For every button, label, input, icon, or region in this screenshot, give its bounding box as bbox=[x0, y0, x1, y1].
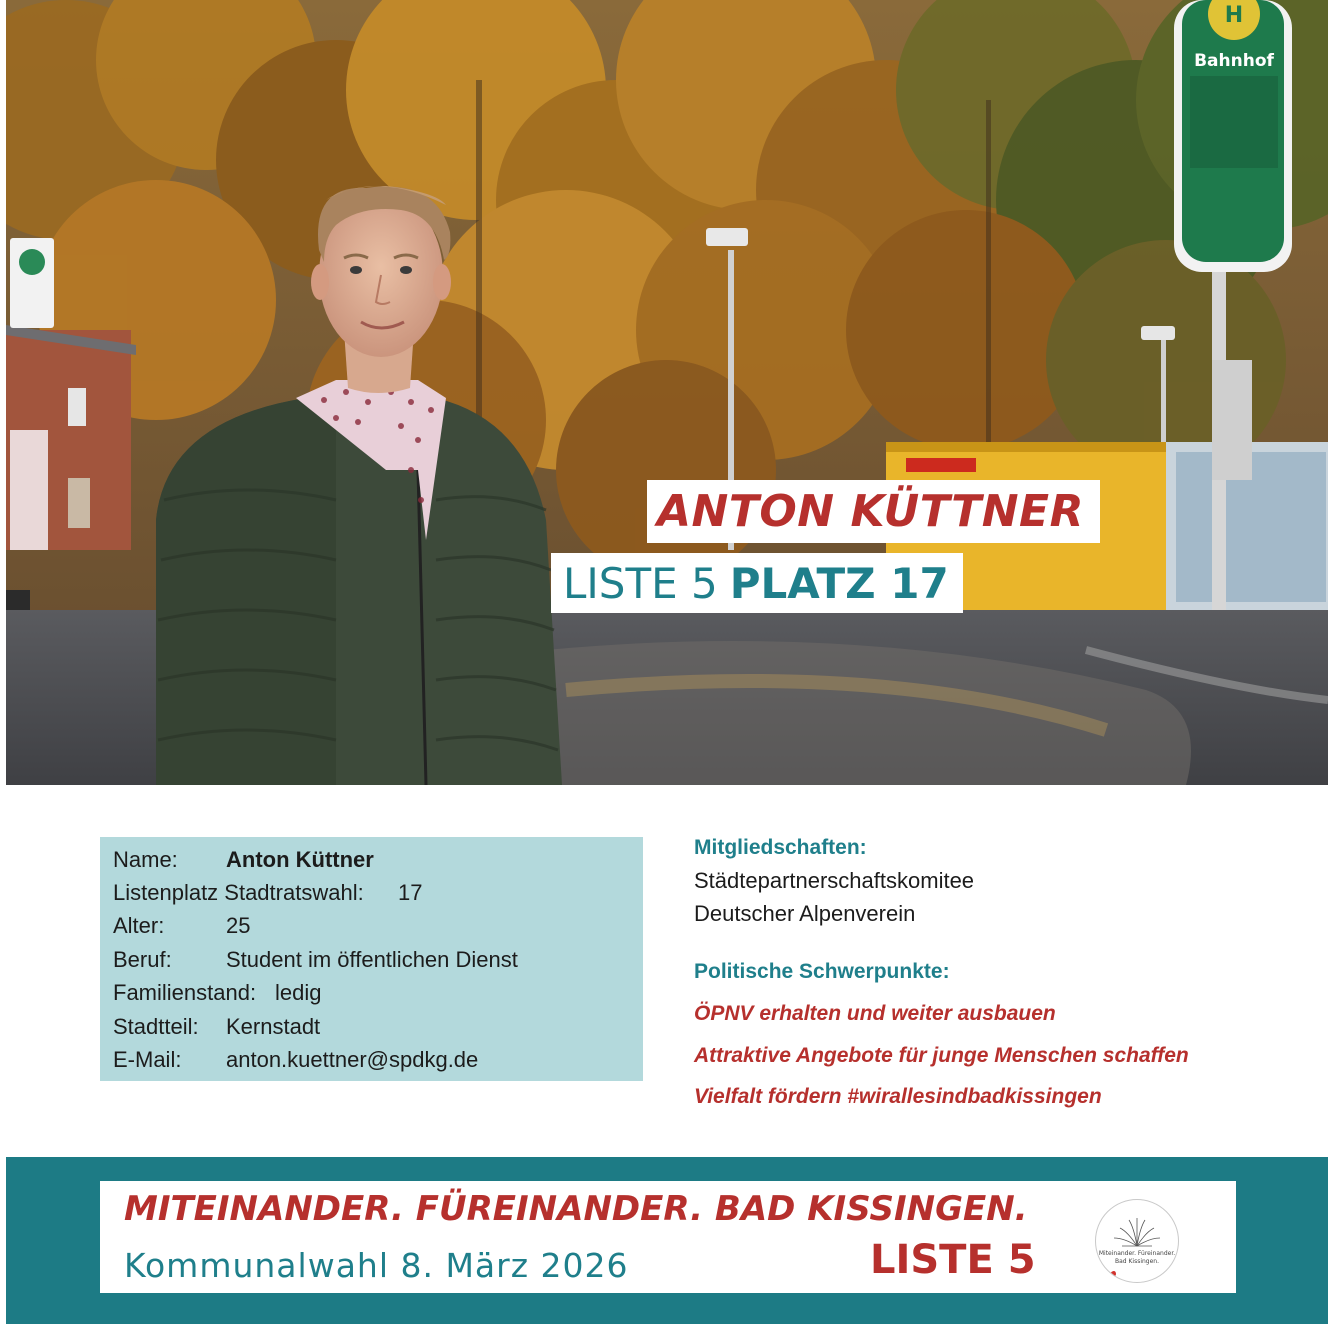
focus-item: Attraktive Angebote für junge Menschen schaffen bbox=[694, 1044, 1189, 1067]
candidate-name-box bbox=[647, 480, 1100, 543]
profile-row-age bbox=[113, 913, 251, 939]
age-label: Alter: bbox=[113, 913, 165, 938]
profile-card bbox=[100, 837, 643, 1081]
hero-photo bbox=[6, 0, 1328, 785]
memberships-heading: Mitgliedschaften: bbox=[694, 836, 867, 859]
job-value: Student im öffentlichen Dienst bbox=[226, 947, 518, 972]
logo-line1: Miteinander. Füreinander. bbox=[1098, 1250, 1176, 1257]
list-place-label: Listenplatz Stadtratswahl: bbox=[113, 880, 364, 905]
profile-row-name bbox=[113, 847, 374, 873]
footer-banner bbox=[100, 1181, 1236, 1293]
name-value: Anton Küttner bbox=[226, 847, 374, 872]
email-label: E-Mail: bbox=[113, 1047, 182, 1072]
list-place-value: 17 bbox=[398, 880, 423, 905]
profile-row-list bbox=[113, 880, 423, 906]
job-label: Beruf: bbox=[113, 947, 172, 972]
list-place-box bbox=[551, 553, 963, 613]
focus-item: ÖPNV erhalten und weiter ausbauen bbox=[694, 1002, 1056, 1025]
candidate-name: ANTON KÜTTNER bbox=[657, 486, 1084, 537]
email-value[interactable]: anton.kuettner@spdkg.de bbox=[226, 1047, 479, 1072]
profile-row-district bbox=[113, 1014, 321, 1040]
membership-item: Deutscher Alpenverein bbox=[694, 901, 916, 926]
family-label: Familienstand: bbox=[113, 980, 257, 1005]
fountain-icon bbox=[1096, 1200, 1178, 1282]
focus-item: Vielfalt fördern #wirallesindbadkissingen bbox=[694, 1085, 1102, 1108]
focus-heading: Politische Schwerpunkte: bbox=[694, 960, 950, 983]
age-value: 25 bbox=[226, 913, 251, 938]
membership-item: Städtepartnerschaftskomitee bbox=[694, 868, 975, 893]
district-label: Stadtteil: bbox=[113, 1014, 199, 1039]
footer-list-number: LISTE 5 bbox=[870, 1237, 1036, 1283]
logo-line2: Bad Kissingen. bbox=[1114, 1258, 1160, 1265]
heart-icon bbox=[1104, 1271, 1116, 1280]
profile-row-family bbox=[113, 980, 322, 1006]
party-logo bbox=[1095, 1199, 1179, 1283]
profile-row-job bbox=[113, 947, 518, 973]
name-label: Name: bbox=[113, 847, 178, 872]
bus-sign-text: Bahnhof bbox=[1194, 51, 1274, 71]
family-value: ledig bbox=[275, 980, 322, 1005]
place-label: PLATZ 17 bbox=[729, 558, 949, 608]
profile-row-email bbox=[113, 1047, 479, 1073]
list-label: LISTE 5 bbox=[563, 558, 718, 608]
election-date: Kommunalwahl 8. März 2026 bbox=[124, 1246, 629, 1285]
bus-sign-letter: H bbox=[1224, 3, 1244, 28]
slogan: MITEINANDER. FÜREINANDER. BAD KISSINGEN. bbox=[124, 1189, 1028, 1229]
district-value: Kernstadt bbox=[226, 1014, 321, 1039]
